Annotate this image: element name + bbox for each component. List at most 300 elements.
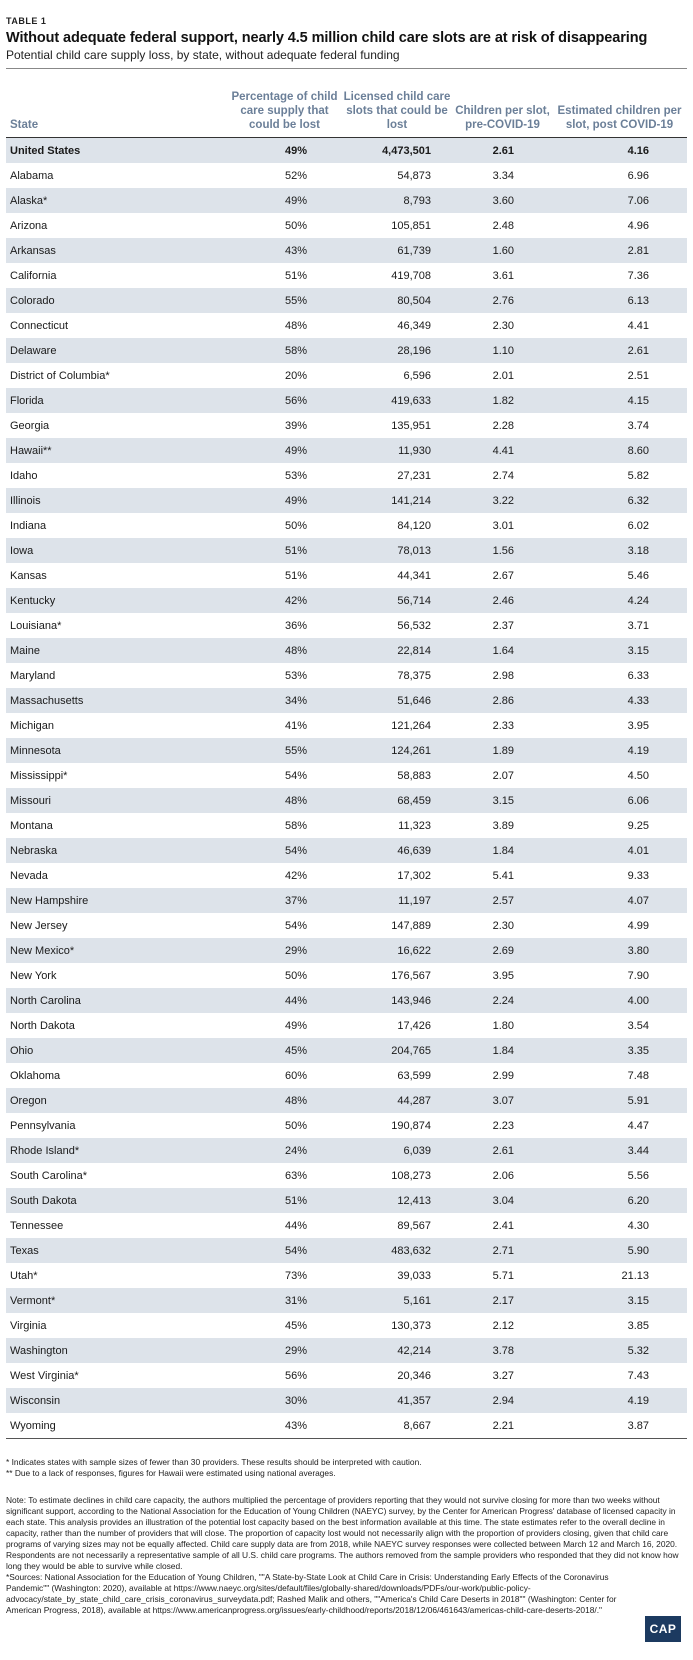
- cell-percentage: 43%: [228, 1413, 341, 1438]
- table-row: [6, 1288, 687, 1313]
- cell-post-covid: 2.51: [552, 363, 687, 388]
- cell-post-covid: 8.60: [552, 438, 687, 463]
- cell-percentage: 56%: [228, 1363, 341, 1388]
- cell-slots: 89,567: [341, 1213, 453, 1238]
- cell-pre-covid: 2.67: [453, 563, 552, 588]
- cell-slots: 419,633: [341, 388, 453, 413]
- cell-state: New Mexico*: [6, 938, 228, 963]
- cell-state: Utah*: [6, 1263, 228, 1288]
- cell-slots: 22,814: [341, 638, 453, 663]
- cell-post-covid: 3.87: [552, 1413, 687, 1438]
- cell-slots: 46,349: [341, 313, 453, 338]
- table-row: [6, 488, 687, 513]
- cell-slots: 80,504: [341, 288, 453, 313]
- cell-post-covid: 9.25: [552, 813, 687, 838]
- cell-percentage: 58%: [228, 338, 341, 363]
- table-row: [6, 163, 687, 188]
- cell-pre-covid: 1.84: [453, 838, 552, 863]
- cell-percentage: 24%: [228, 1138, 341, 1163]
- cell-slots: 44,287: [341, 1088, 453, 1113]
- cell-percentage: 31%: [228, 1288, 341, 1313]
- cell-state: Alaska*: [6, 188, 228, 213]
- cell-percentage: 45%: [228, 1038, 341, 1063]
- cell-state: Arizona: [6, 213, 228, 238]
- cell-slots: 39,033: [341, 1263, 453, 1288]
- cell-pre-covid: 5.71: [453, 1263, 552, 1288]
- cell-state: Minnesota: [6, 738, 228, 763]
- cell-pre-covid: 2.57: [453, 888, 552, 913]
- cell-pre-covid: 3.95: [453, 963, 552, 988]
- cell-post-covid: 7.36: [552, 263, 687, 288]
- cell-post-covid: 3.54: [552, 1013, 687, 1038]
- cell-slots: 204,765: [341, 1038, 453, 1063]
- cell-pre-covid: 2.17: [453, 1288, 552, 1313]
- table-row: [6, 913, 687, 938]
- table-row: [6, 288, 687, 313]
- cell-pre-covid: 3.61: [453, 263, 552, 288]
- cell-state: Colorado: [6, 288, 228, 313]
- cell-state: North Dakota: [6, 1013, 228, 1038]
- cell-slots: 68,459: [341, 788, 453, 813]
- cell-post-covid: 7.43: [552, 1363, 687, 1388]
- cell-state: Rhode Island*: [6, 1138, 228, 1163]
- cell-percentage: 29%: [228, 938, 341, 963]
- table-row: [6, 1163, 687, 1188]
- table-label: TABLE 1: [6, 16, 47, 26]
- cell-post-covid: 4.47: [552, 1113, 687, 1138]
- cell-pre-covid: 2.74: [453, 463, 552, 488]
- cell-pre-covid: 2.06: [453, 1163, 552, 1188]
- cell-pre-covid: 1.10: [453, 338, 552, 363]
- cell-pre-covid: 5.41: [453, 863, 552, 888]
- cell-slots: 58,883: [341, 763, 453, 788]
- cell-post-covid: 4.41: [552, 313, 687, 338]
- cell-post-covid: 3.18: [552, 538, 687, 563]
- cell-slots: 63,599: [341, 1063, 453, 1088]
- cell-pre-covid: 2.61: [453, 138, 552, 164]
- cell-pre-covid: 2.48: [453, 213, 552, 238]
- column-header-slots: Licensed child care slots that could be lost: [343, 91, 451, 131]
- cell-percentage: 36%: [228, 613, 341, 638]
- cell-pre-covid: 2.98: [453, 663, 552, 688]
- cell-state: District of Columbia*: [6, 363, 228, 388]
- cell-percentage: 50%: [228, 1113, 341, 1138]
- cell-percentage: 42%: [228, 588, 341, 613]
- cell-percentage: 49%: [228, 488, 341, 513]
- footnote-double-star: ** Due to a lack of responses, figures for Hawaii were estimated using national averages.: [6, 1468, 336, 1478]
- cell-state: Louisiana*: [6, 613, 228, 638]
- cell-pre-covid: 3.89: [453, 813, 552, 838]
- cell-percentage: 44%: [228, 988, 341, 1013]
- cell-percentage: 54%: [228, 838, 341, 863]
- cell-state: North Carolina: [6, 988, 228, 1013]
- cell-percentage: 48%: [228, 638, 341, 663]
- cell-slots: 42,214: [341, 1338, 453, 1363]
- cell-slots: 483,632: [341, 1238, 453, 1263]
- table-row: [6, 563, 687, 588]
- cell-slots: 11,930: [341, 438, 453, 463]
- cell-post-covid: 4.99: [552, 913, 687, 938]
- cell-state: Maryland: [6, 663, 228, 688]
- cell-slots: 130,373: [341, 1313, 453, 1338]
- cell-state: Michigan: [6, 713, 228, 738]
- cell-slots: 17,302: [341, 863, 453, 888]
- cell-post-covid: 4.01: [552, 838, 687, 863]
- column-header-post-covid: Estimated children per slot, post COVID-19: [557, 105, 682, 131]
- cell-pre-covid: 1.56: [453, 538, 552, 563]
- cell-post-covid: 3.15: [552, 1288, 687, 1313]
- cell-pre-covid: 2.37: [453, 613, 552, 638]
- cell-post-covid: 5.90: [552, 1238, 687, 1263]
- cell-post-covid: 4.00: [552, 988, 687, 1013]
- cell-slots: 6,039: [341, 1138, 453, 1163]
- cell-pre-covid: 2.86: [453, 688, 552, 713]
- cell-post-covid: 5.32: [552, 1338, 687, 1363]
- table-row: [6, 1188, 687, 1213]
- cell-post-covid: 6.33: [552, 663, 687, 688]
- table-row: [6, 888, 687, 913]
- table-row: [6, 938, 687, 963]
- cell-state: Oregon: [6, 1088, 228, 1113]
- cell-slots: 84,120: [341, 513, 453, 538]
- cell-pre-covid: 3.60: [453, 188, 552, 213]
- document-page: [6, 0, 687, 1660]
- table-row: [6, 388, 687, 413]
- table-row: [6, 763, 687, 788]
- cell-slots: 135,951: [341, 413, 453, 438]
- table-row: [6, 1338, 687, 1363]
- cell-percentage: 45%: [228, 1313, 341, 1338]
- cell-pre-covid: 2.01: [453, 363, 552, 388]
- cell-post-covid: 6.20: [552, 1188, 687, 1213]
- cell-pre-covid: 1.82: [453, 388, 552, 413]
- cell-percentage: 50%: [228, 513, 341, 538]
- table-row: [6, 1088, 687, 1113]
- cell-slots: 54,873: [341, 163, 453, 188]
- cell-slots: 11,197: [341, 888, 453, 913]
- data-table: [6, 69, 687, 1438]
- cell-slots: 121,264: [341, 713, 453, 738]
- cell-post-covid: 4.30: [552, 1213, 687, 1238]
- cell-state: Mississippi*: [6, 763, 228, 788]
- cell-pre-covid: 3.15: [453, 788, 552, 813]
- cell-state: Ohio: [6, 1038, 228, 1063]
- cell-state: New Hampshire: [6, 888, 228, 913]
- cell-post-covid: 4.50: [552, 763, 687, 788]
- cell-pre-covid: 1.80: [453, 1013, 552, 1038]
- cell-percentage: 34%: [228, 688, 341, 713]
- cell-post-covid: 6.13: [552, 288, 687, 313]
- column-header-state: State: [10, 119, 39, 131]
- cell-slots: 16,622: [341, 938, 453, 963]
- cell-percentage: 44%: [228, 1213, 341, 1238]
- table-row: [6, 813, 687, 838]
- cell-percentage: 49%: [228, 138, 341, 164]
- cell-slots: 147,889: [341, 913, 453, 938]
- cell-state: Nevada: [6, 863, 228, 888]
- cell-pre-covid: 3.27: [453, 1363, 552, 1388]
- cell-slots: 41,357: [341, 1388, 453, 1413]
- cell-pre-covid: 2.21: [453, 1413, 552, 1438]
- cell-post-covid: 7.06: [552, 188, 687, 213]
- bottom-rule: [6, 1438, 687, 1439]
- cell-slots: 8,667: [341, 1413, 453, 1438]
- table-row: [6, 988, 687, 1013]
- cell-percentage: 42%: [228, 863, 341, 888]
- table-row: [6, 638, 687, 663]
- table-row: [6, 1038, 687, 1063]
- cell-percentage: 53%: [228, 463, 341, 488]
- table-row: [6, 1363, 687, 1388]
- cell-pre-covid: 3.04: [453, 1188, 552, 1213]
- cell-slots: 4,473,501: [341, 138, 453, 164]
- table-row: [6, 788, 687, 813]
- cell-percentage: 58%: [228, 813, 341, 838]
- cell-pre-covid: 1.89: [453, 738, 552, 763]
- cell-percentage: 73%: [228, 1263, 341, 1288]
- cell-post-covid: 3.44: [552, 1138, 687, 1163]
- cell-state: Pennsylvania: [6, 1113, 228, 1138]
- cell-post-covid: 5.91: [552, 1088, 687, 1113]
- table-row: [6, 1238, 687, 1263]
- cell-percentage: 48%: [228, 788, 341, 813]
- table-row: [6, 213, 687, 238]
- table-row: [6, 1413, 687, 1438]
- cell-pre-covid: 3.34: [453, 163, 552, 188]
- cell-state: Arkansas: [6, 238, 228, 263]
- cell-slots: 17,426: [341, 1013, 453, 1038]
- footnote-single-star: * Indicates states with sample sizes of fewer than 30 providers. These results should be interpreted with caution.: [6, 1457, 422, 1467]
- cell-slots: 141,214: [341, 488, 453, 513]
- sources-note: *Sources: National Association for the Education of Young Children, ""A State-by-State Look at Child Care in Crisis: Understanding Early Effects of the Coronavirus Pandemic"" (Washington: 2020), available at https://www.naeyc.org/sites/default/files/globally-shared/downloads/PDFs/our-work/public-policy-advocacy/state_by_state_child_care_crisis_coronavirus_surveydata.pdf; Rashed Malik and others, ""America's Child Care Deserts in 2018"" (Washington: Center for American Progress, 2018), available at https://www.americanprogress.org/issues/early-childhood/reports/2018/12/06/461643/americas-child-care-deserts-2018/.": [6, 1572, 617, 1615]
- cell-slots: 51,646: [341, 688, 453, 713]
- cell-state: Montana: [6, 813, 228, 838]
- cell-slots: 44,341: [341, 563, 453, 588]
- cell-slots: 108,273: [341, 1163, 453, 1188]
- cell-post-covid: 4.33: [552, 688, 687, 713]
- cell-post-covid: 6.02: [552, 513, 687, 538]
- cell-state: Wyoming: [6, 1413, 228, 1438]
- cell-pre-covid: 2.76: [453, 288, 552, 313]
- cell-percentage: 50%: [228, 213, 341, 238]
- table-row: [6, 838, 687, 863]
- cell-slots: 56,532: [341, 613, 453, 638]
- cell-percentage: 56%: [228, 388, 341, 413]
- cell-state: Georgia: [6, 413, 228, 438]
- column-header-pre-covid: Children per slot, pre-COVID-19: [455, 105, 550, 131]
- table-row: [6, 463, 687, 488]
- cell-state: Maine: [6, 638, 228, 663]
- cell-percentage: 51%: [228, 263, 341, 288]
- table-row: [6, 413, 687, 438]
- cell-percentage: 48%: [228, 1088, 341, 1113]
- cell-state: Connecticut: [6, 313, 228, 338]
- cell-percentage: 41%: [228, 713, 341, 738]
- cell-state: Kentucky: [6, 588, 228, 613]
- cell-state: Texas: [6, 1238, 228, 1263]
- cell-state: South Dakota: [6, 1188, 228, 1213]
- cell-pre-covid: 3.07: [453, 1088, 552, 1113]
- cell-state: Indiana: [6, 513, 228, 538]
- cell-pre-covid: 2.07: [453, 763, 552, 788]
- cell-state: Washington: [6, 1338, 228, 1363]
- cell-slots: 190,874: [341, 1113, 453, 1138]
- cell-slots: 78,375: [341, 663, 453, 688]
- cell-slots: 5,161: [341, 1288, 453, 1313]
- cell-post-covid: 3.85: [552, 1313, 687, 1338]
- cell-post-covid: 5.56: [552, 1163, 687, 1188]
- cell-pre-covid: 2.41: [453, 1213, 552, 1238]
- cell-state: South Carolina*: [6, 1163, 228, 1188]
- table-row: [6, 1388, 687, 1413]
- cell-post-covid: 7.48: [552, 1063, 687, 1088]
- cell-slots: 8,793: [341, 188, 453, 213]
- cell-slots: 11,323: [341, 813, 453, 838]
- cell-slots: 46,639: [341, 838, 453, 863]
- cell-post-covid: 3.71: [552, 613, 687, 638]
- cell-percentage: 55%: [228, 738, 341, 763]
- cell-slots: 28,196: [341, 338, 453, 363]
- table-row: [6, 513, 687, 538]
- table-body: [6, 138, 687, 1439]
- cell-state: Hawaii**: [6, 438, 228, 463]
- cell-slots: 105,851: [341, 213, 453, 238]
- cell-pre-covid: 3.78: [453, 1338, 552, 1363]
- table-row: [6, 863, 687, 888]
- cell-state: Idaho: [6, 463, 228, 488]
- cell-slots: 143,946: [341, 988, 453, 1013]
- cell-percentage: 54%: [228, 763, 341, 788]
- cell-state: Oklahoma: [6, 1063, 228, 1088]
- cell-slots: 176,567: [341, 963, 453, 988]
- cell-post-covid: 4.19: [552, 738, 687, 763]
- table-row: [6, 1113, 687, 1138]
- cell-slots: 20,346: [341, 1363, 453, 1388]
- cell-post-covid: 7.90: [552, 963, 687, 988]
- cell-slots: 6,596: [341, 363, 453, 388]
- cell-pre-covid: 2.71: [453, 1238, 552, 1263]
- cell-post-covid: 6.06: [552, 788, 687, 813]
- cell-post-covid: 21.13: [552, 1263, 687, 1288]
- cell-percentage: 29%: [228, 1338, 341, 1363]
- cell-state: New Jersey: [6, 913, 228, 938]
- table-row: [6, 1013, 687, 1038]
- cell-percentage: 51%: [228, 1188, 341, 1213]
- cell-pre-covid: 2.28: [453, 413, 552, 438]
- cell-post-covid: 9.33: [552, 863, 687, 888]
- table-row: [6, 963, 687, 988]
- cell-percentage: 49%: [228, 438, 341, 463]
- cell-percentage: 54%: [228, 913, 341, 938]
- cell-post-covid: 5.46: [552, 563, 687, 588]
- cell-post-covid: 3.74: [552, 413, 687, 438]
- cell-state: Kansas: [6, 563, 228, 588]
- cell-percentage: 55%: [228, 288, 341, 313]
- cell-pre-covid: 2.30: [453, 913, 552, 938]
- cell-state: Florida: [6, 388, 228, 413]
- cell-state: Massachusetts: [6, 688, 228, 713]
- table-row: [6, 663, 687, 688]
- cell-post-covid: 3.80: [552, 938, 687, 963]
- cell-pre-covid: 2.24: [453, 988, 552, 1013]
- cell-percentage: 48%: [228, 313, 341, 338]
- cell-pre-covid: 2.23: [453, 1113, 552, 1138]
- cell-post-covid: 4.15: [552, 388, 687, 413]
- cell-post-covid: 6.32: [552, 488, 687, 513]
- cell-state: Missouri: [6, 788, 228, 813]
- cell-state: Virginia: [6, 1313, 228, 1338]
- cell-slots: 61,739: [341, 238, 453, 263]
- table-row: [6, 313, 687, 338]
- table-row: [6, 188, 687, 213]
- cell-post-covid: 3.35: [552, 1038, 687, 1063]
- cell-post-covid: 4.16: [552, 138, 687, 164]
- cell-percentage: 63%: [228, 1163, 341, 1188]
- cell-slots: 78,013: [341, 538, 453, 563]
- table-row: [6, 438, 687, 463]
- table-row: [6, 588, 687, 613]
- cell-pre-covid: 2.46: [453, 588, 552, 613]
- cell-pre-covid: 4.41: [453, 438, 552, 463]
- cell-state: Delaware: [6, 338, 228, 363]
- cell-post-covid: 2.61: [552, 338, 687, 363]
- cell-post-covid: 6.96: [552, 163, 687, 188]
- cell-post-covid: 3.95: [552, 713, 687, 738]
- cell-state: Wisconsin: [6, 1388, 228, 1413]
- cell-slots: 419,708: [341, 263, 453, 288]
- cell-state: Illinois: [6, 488, 228, 513]
- cell-post-covid: 4.19: [552, 1388, 687, 1413]
- methodology-note: Note: To estimate declines in child care capacity, the authors multiplied the percentage of providers reporting that they would not survive closing for more than two weeks without significant support, according to the National Association for the Education of Young Children (NAEYC) survey, by the Center for American Progress' database of licensed capacity in each state. This analysis provides an illustration of the potential lost capacity based on the best information available at this time. The state estimates refer to the overall decline in capacity, rather than the number of providers that will close. The proportion of capacity lost would not necessarily align with the proportion of providers closing, given that child care programs of varying sizes may not be equally affected. Child care supply data are from 2018, while NAEYC survey responses were collected between March 12 and March 16, 2020. Respondents are not necessarily a representative sample of all U.S. child care programs. The authors removed from the sample providers who responded that they did not know how long they would be able to survive while closed.: [6, 1495, 679, 1571]
- cell-state: California: [6, 263, 228, 288]
- cell-state: New York: [6, 963, 228, 988]
- cell-state: Iowa: [6, 538, 228, 563]
- table-row: [6, 688, 687, 713]
- table-row: [6, 1063, 687, 1088]
- cell-percentage: 51%: [228, 563, 341, 588]
- cell-state: Nebraska: [6, 838, 228, 863]
- cell-pre-covid: 3.01: [453, 513, 552, 538]
- cell-slots: 27,231: [341, 463, 453, 488]
- cell-slots: 124,261: [341, 738, 453, 763]
- cap-logo: CAP: [645, 1616, 681, 1642]
- cell-percentage: 52%: [228, 163, 341, 188]
- cell-post-covid: 2.81: [552, 238, 687, 263]
- table-row: [6, 338, 687, 363]
- cell-pre-covid: 3.22: [453, 488, 552, 513]
- table-row: [6, 1263, 687, 1288]
- cell-percentage: 37%: [228, 888, 341, 913]
- table-row: [6, 363, 687, 388]
- cell-slots: 56,714: [341, 588, 453, 613]
- page-subtitle: Potential child care supply loss, by state, without adequate federal funding: [6, 48, 400, 62]
- cell-percentage: 50%: [228, 963, 341, 988]
- cell-post-covid: 4.24: [552, 588, 687, 613]
- cell-percentage: 60%: [228, 1063, 341, 1088]
- table-row: [6, 263, 687, 288]
- table-row-total: [6, 138, 687, 164]
- cell-pre-covid: 2.12: [453, 1313, 552, 1338]
- cell-percentage: 49%: [228, 1013, 341, 1038]
- cell-percentage: 53%: [228, 663, 341, 688]
- cell-pre-covid: 1.84: [453, 1038, 552, 1063]
- table-row: [6, 713, 687, 738]
- cell-post-covid: 4.07: [552, 888, 687, 913]
- table-row: [6, 1213, 687, 1238]
- cell-state: Alabama: [6, 163, 228, 188]
- cell-state: United States: [6, 138, 228, 164]
- cell-percentage: 54%: [228, 1238, 341, 1263]
